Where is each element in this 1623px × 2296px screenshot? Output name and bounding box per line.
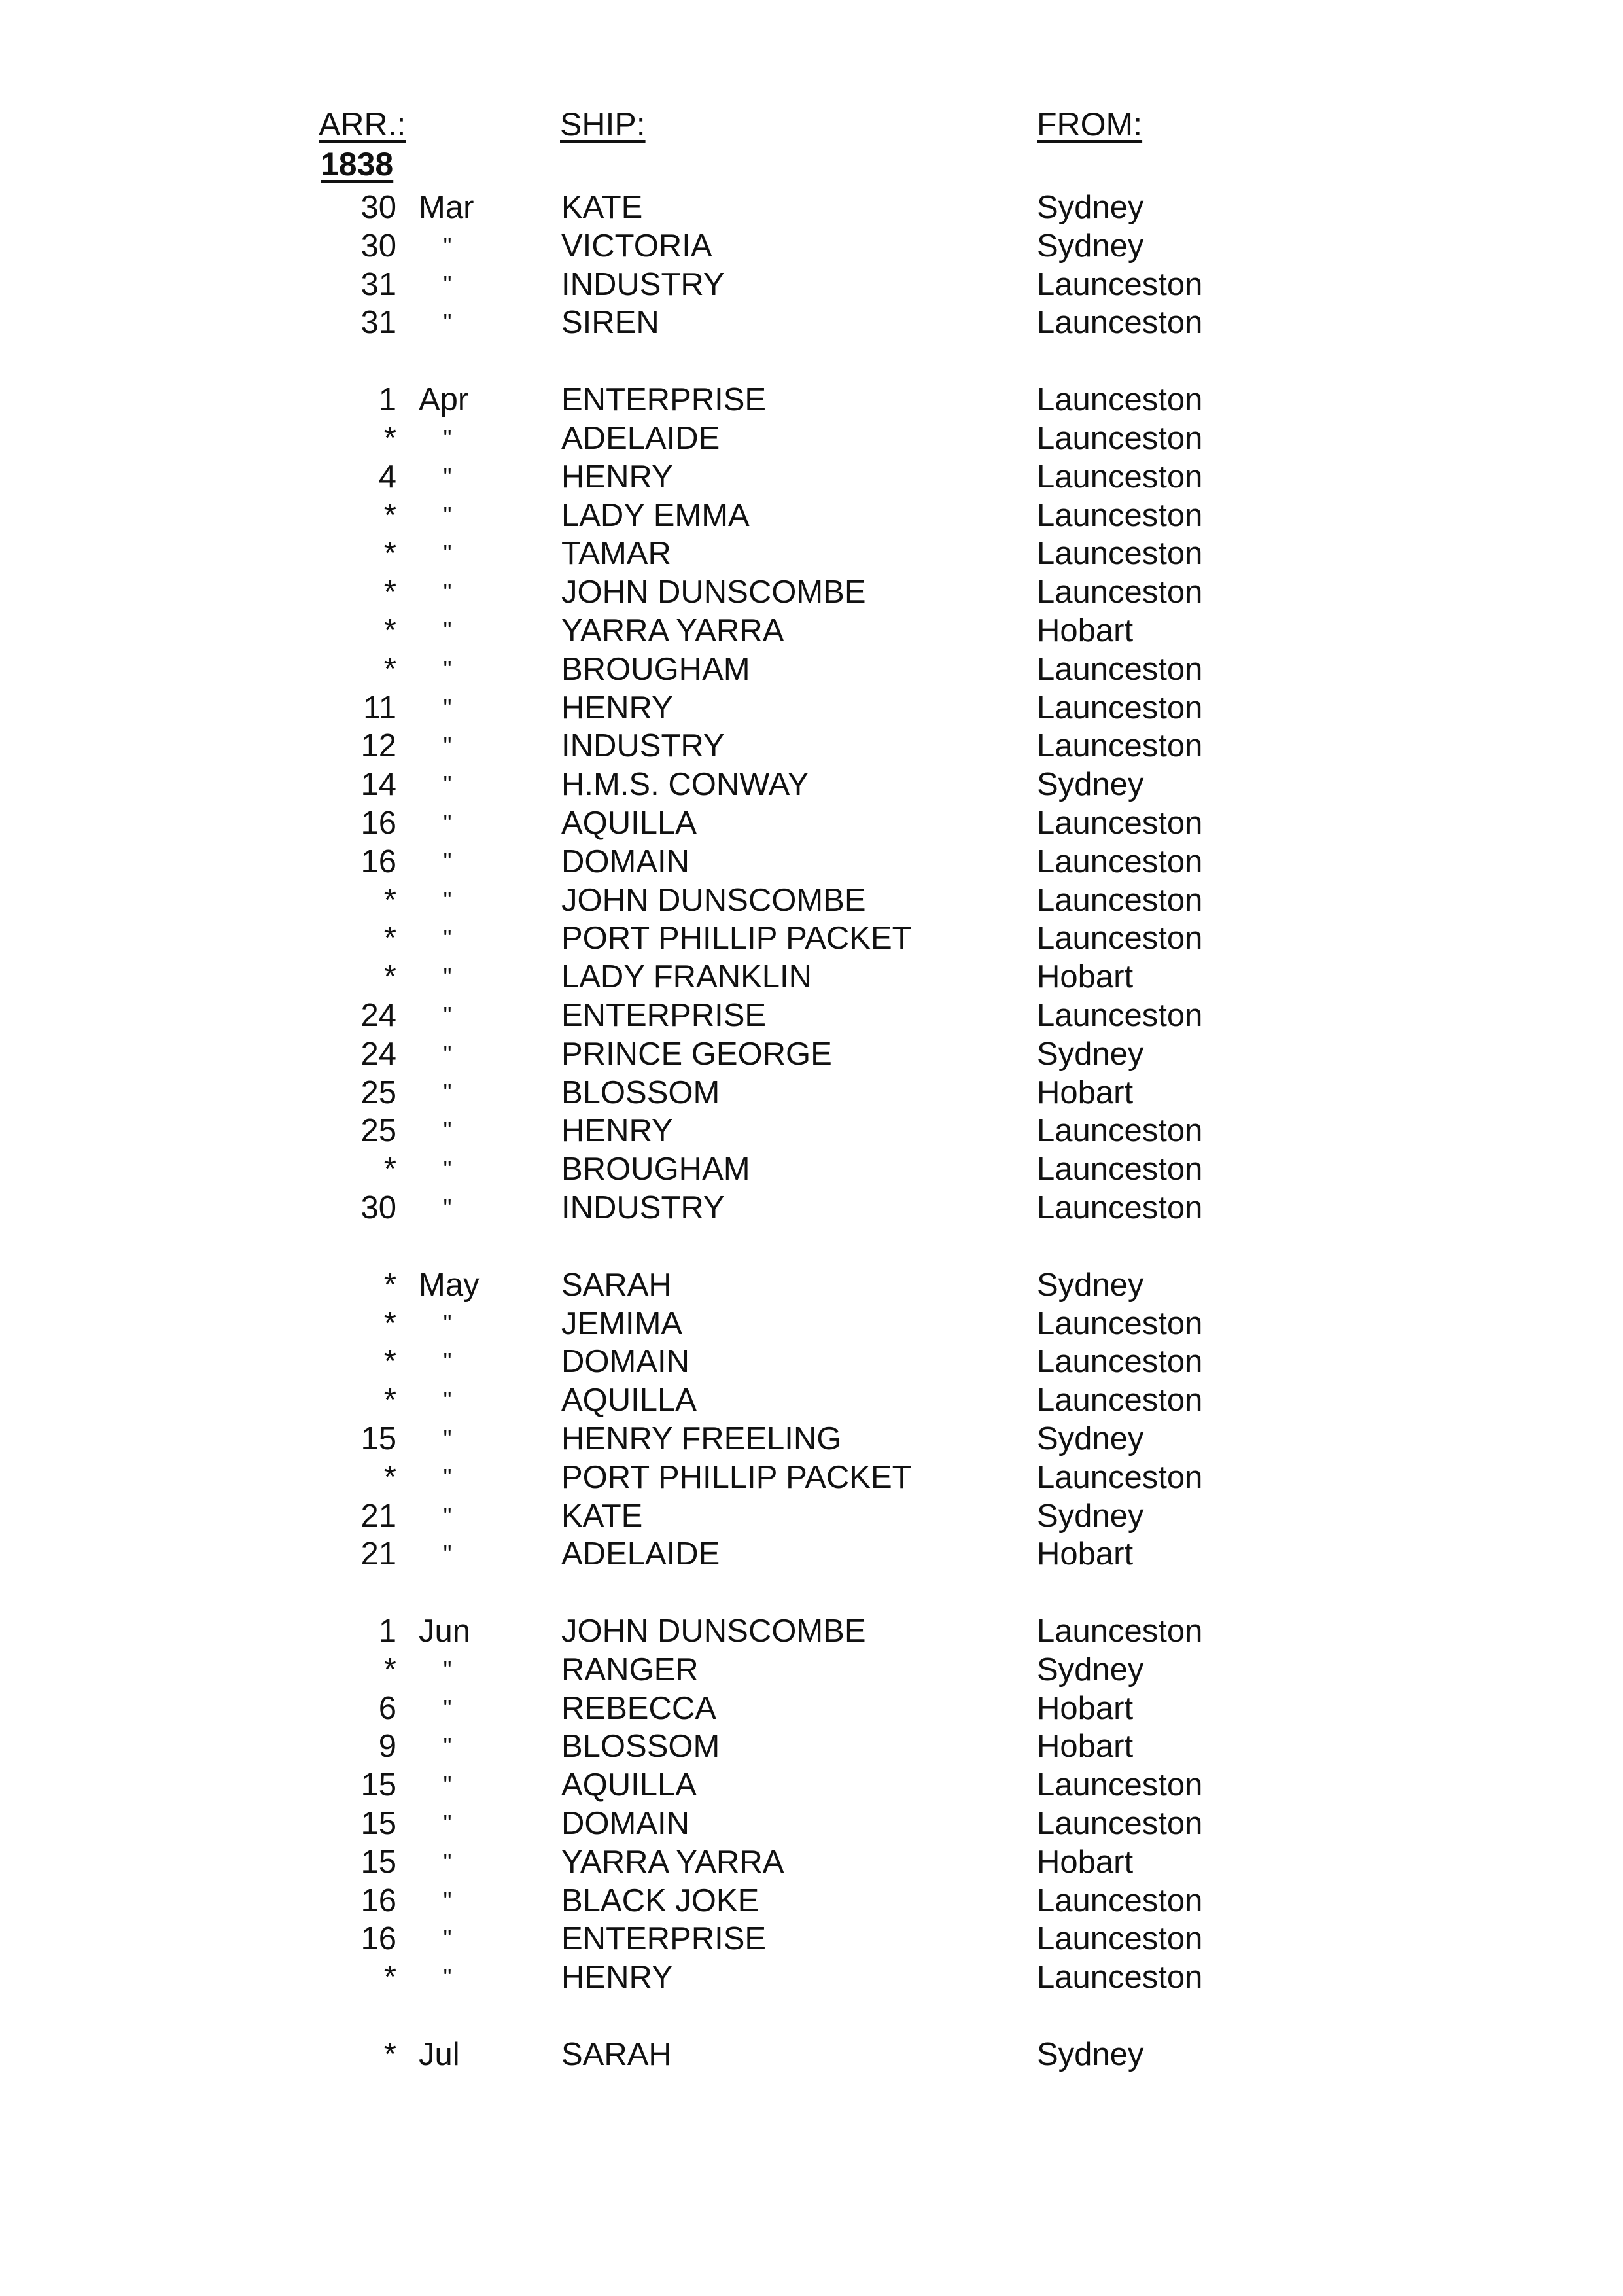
arrival-month: " <box>443 1925 452 1952</box>
ship-name: ENTERPRISE <box>561 382 767 418</box>
ship-name: HENRY <box>561 1960 673 1996</box>
origin-port: Launceston <box>1037 420 1203 456</box>
ship-name: DOMAIN <box>561 1806 689 1842</box>
arrival-month: " <box>443 1771 452 1799</box>
arrival-month: " <box>443 886 452 913</box>
arrival-month: " <box>443 1694 452 1722</box>
ship-name: HENRY FREELING <box>561 1421 842 1457</box>
origin-port: Sydney <box>1037 1421 1144 1457</box>
arrival-month: Jul <box>419 2037 460 2073</box>
ship-name: KATE <box>561 1498 643 1534</box>
origin-port: Launceston <box>1037 1960 1203 1996</box>
arrival-month: " <box>443 232 452 259</box>
ship-name: VICTORIA <box>561 228 712 264</box>
ship-name: JOHN DUNSCOMBE <box>561 882 866 918</box>
origin-port: Launceston <box>1037 1113 1203 1149</box>
origin-port: Sydney <box>1037 1498 1144 1534</box>
arrival-day: * <box>383 921 396 957</box>
arrival-month: " <box>443 1655 452 1683</box>
arrival-day: * <box>383 497 396 533</box>
arrival-day: * <box>383 959 396 995</box>
arrival-row <box>0 419 1623 458</box>
ship-name: PORT PHILLIP PACKET <box>561 1459 912 1495</box>
arrival-month: " <box>443 1156 452 1183</box>
arrival-day: 14 <box>360 767 396 803</box>
origin-port: Launceston <box>1037 728 1203 764</box>
origin-port: Sydney <box>1037 190 1144 225</box>
year-heading: 1838 <box>321 146 394 183</box>
arrival-day: * <box>383 1383 396 1419</box>
arrival-month: " <box>443 270 452 298</box>
arrival-month: " <box>443 655 452 682</box>
arrival-row <box>0 1689 1623 1728</box>
arrival-row <box>0 1150 1623 1189</box>
ship-name: INDUSTRY <box>561 1190 725 1226</box>
arrival-month: May <box>419 1267 480 1303</box>
arrival-month: " <box>443 1193 452 1221</box>
ship-name: REBECCA <box>561 1690 716 1726</box>
origin-port: Launceston <box>1037 1921 1203 1957</box>
origin-port: Launceston <box>1037 1344 1203 1380</box>
arrival-row <box>0 689 1623 728</box>
arrival-month: " <box>443 1964 452 1991</box>
origin-port: Hobart <box>1037 1536 1134 1572</box>
arrival-day: 30 <box>360 228 396 264</box>
ship-name: BLOSSOM <box>561 1074 720 1110</box>
ship-name: H.M.S. CONWAY <box>561 767 809 803</box>
origin-port: Launceston <box>1037 1305 1203 1341</box>
arrival-month: " <box>443 925 452 952</box>
arrival-day: 6 <box>378 1690 396 1726</box>
arrival-day: * <box>383 1960 396 1996</box>
ship-name: JOHN DUNSCOMBE <box>561 574 866 610</box>
arrival-month: " <box>443 1117 452 1144</box>
ship-name: PORT PHILLIP PACKET <box>561 921 912 957</box>
origin-port: Launceston <box>1037 574 1203 610</box>
ship-name: INDUSTRY <box>561 728 725 764</box>
arrival-row <box>0 2036 1623 2074</box>
arrival-month: " <box>443 1733 452 1760</box>
arrival-day: 21 <box>360 1498 396 1534</box>
arrival-row <box>0 843 1623 881</box>
arrival-month: " <box>443 1001 452 1029</box>
arrival-row <box>0 1305 1623 1343</box>
arrival-day: 9 <box>378 1729 396 1765</box>
arrival-day: 25 <box>360 1074 396 1110</box>
arrival-month: " <box>443 1848 452 1875</box>
arrival-row <box>0 1420 1623 1458</box>
arrival-day: * <box>383 612 396 648</box>
origin-port: Launceston <box>1037 1806 1203 1842</box>
arrival-day: * <box>383 2037 396 2073</box>
arrival-row <box>0 919 1623 958</box>
arrival-row <box>0 458 1623 497</box>
origin-port: Launceston <box>1037 382 1203 418</box>
origin-port: Hobart <box>1037 959 1134 995</box>
arrival-day: 1 <box>378 1614 396 1650</box>
ship-name: SARAH <box>561 2037 672 2073</box>
arrival-day: * <box>383 882 396 918</box>
arrival-day: 30 <box>360 1190 396 1226</box>
arrival-day: 16 <box>360 1882 396 1918</box>
arrival-day: 15 <box>360 1806 396 1842</box>
ship-name: BROUGHAM <box>561 1152 750 1188</box>
arrival-row <box>0 535 1623 573</box>
arrival-month: " <box>443 1040 452 1067</box>
ship-name: SARAH <box>561 1267 672 1303</box>
ship-name: LADY EMMA <box>561 497 750 533</box>
arrival-row <box>0 304 1623 342</box>
arrival-day: * <box>383 574 396 610</box>
origin-port: Launceston <box>1037 459 1203 495</box>
origin-port: Launceston <box>1037 1459 1203 1495</box>
arrival-day: 25 <box>360 1113 396 1149</box>
origin-port: Launceston <box>1037 651 1203 687</box>
arrival-row <box>0 1727 1623 1766</box>
origin-port: Sydney <box>1037 1267 1144 1303</box>
arrival-row <box>0 381 1623 419</box>
arrival-row <box>0 188 1623 227</box>
arrival-month: " <box>443 309 452 336</box>
arrival-month: " <box>443 1348 452 1375</box>
arrival-row <box>0 1266 1623 1305</box>
arrival-row <box>0 573 1623 612</box>
arrival-day: * <box>383 1651 396 1687</box>
arrival-day: 24 <box>360 1036 396 1072</box>
arrival-day: 4 <box>378 459 396 495</box>
ship-name: AQUILLA <box>561 1383 697 1419</box>
origin-port: Launceston <box>1037 1190 1203 1226</box>
arrival-day: * <box>383 1267 396 1303</box>
origin-port: Launceston <box>1037 882 1203 918</box>
origin-port: Sydney <box>1037 2037 1144 2073</box>
origin-port: Hobart <box>1037 1729 1134 1765</box>
arrival-month: " <box>443 1078 452 1106</box>
arrival-day: 24 <box>360 997 396 1033</box>
arrival-row <box>0 1920 1623 1958</box>
arrival-row <box>0 727 1623 766</box>
origin-port: Launceston <box>1037 1383 1203 1419</box>
arrival-month: " <box>443 1810 452 1837</box>
origin-port: Launceston <box>1037 305 1203 341</box>
ship-name: HENRY <box>561 459 673 495</box>
origin-port: Launceston <box>1037 1882 1203 1918</box>
arrival-month: " <box>443 501 452 529</box>
ship-name: SIREN <box>561 305 659 341</box>
origin-port: Sydney <box>1037 1651 1144 1687</box>
arrival-row <box>0 1805 1623 1843</box>
arrival-row <box>0 1766 1623 1805</box>
arrival-day: * <box>383 536 396 572</box>
arrival-row <box>0 1958 1623 1997</box>
arrival-month: Apr <box>419 382 469 418</box>
arrival-month: " <box>443 1424 452 1452</box>
arrival-day: 16 <box>360 1921 396 1957</box>
ship-name: JOHN DUNSCOMBE <box>561 1614 866 1650</box>
arrival-month: " <box>443 1502 452 1529</box>
arrival-month: " <box>443 809 452 836</box>
ship-name: TAMAR <box>561 536 671 572</box>
arrival-month: " <box>443 463 452 490</box>
ship-name: ADELAIDE <box>561 420 720 456</box>
ship-name: BLACK JOKE <box>561 1882 759 1918</box>
arrival-month: " <box>443 732 452 760</box>
ship-name: BLOSSOM <box>561 1729 720 1765</box>
arrival-month: " <box>443 1309 452 1337</box>
arrival-day: 12 <box>360 728 396 764</box>
arrival-row <box>0 1497 1623 1536</box>
origin-port: Launceston <box>1037 266 1203 302</box>
arrival-day: * <box>383 1305 396 1341</box>
ship-name: AQUILLA <box>561 805 697 841</box>
ship-name: ENTERPRISE <box>561 1921 767 1957</box>
arrival-row <box>0 650 1623 689</box>
ship-name: PRINCE GEORGE <box>561 1036 832 1072</box>
arrival-month: " <box>443 540 452 567</box>
arrival-month: Mar <box>419 190 474 225</box>
origin-port: Launceston <box>1037 1767 1203 1803</box>
arrival-row <box>0 1381 1623 1420</box>
arrival-row <box>0 1112 1623 1150</box>
arrival-day: 15 <box>360 1844 396 1880</box>
ship-name: YARRA YARRA <box>561 612 784 648</box>
arrival-day: 16 <box>360 805 396 841</box>
arrival-row <box>0 766 1623 804</box>
arrival-row <box>0 1535 1623 1574</box>
arrival-day: * <box>383 1152 396 1188</box>
origin-port: Launceston <box>1037 1152 1203 1188</box>
origin-port: Launceston <box>1037 536 1203 572</box>
arrival-month: " <box>443 1540 452 1568</box>
arrival-row <box>0 1189 1623 1227</box>
ship-name: AQUILLA <box>561 1767 697 1803</box>
arrival-day: 16 <box>360 843 396 879</box>
arrival-day: 15 <box>360 1421 396 1457</box>
arrival-row <box>0 804 1623 843</box>
arrival-month: " <box>443 1386 452 1414</box>
origin-port: Hobart <box>1037 1844 1134 1880</box>
ship-name: RANGER <box>561 1651 699 1687</box>
arrival-row <box>0 497 1623 535</box>
arrival-row <box>0 1035 1623 1074</box>
arrival-row <box>0 1882 1623 1920</box>
arrival-row <box>0 1343 1623 1381</box>
ship-name: KATE <box>561 190 643 225</box>
arrival-month: " <box>443 1463 452 1491</box>
arrival-month: " <box>443 963 452 991</box>
ship-name: HENRY <box>561 1113 673 1149</box>
arrival-row <box>0 997 1623 1035</box>
arrival-day: * <box>383 1344 396 1380</box>
arrival-month: " <box>443 578 452 606</box>
ship-name: DOMAIN <box>561 1344 689 1380</box>
ship-name: BROUGHAM <box>561 651 750 687</box>
origin-port: Hobart <box>1037 1690 1134 1726</box>
origin-port: Sydney <box>1037 228 1144 264</box>
column-header-from: FROM: <box>1037 106 1143 143</box>
origin-port: Launceston <box>1037 805 1203 841</box>
arrival-day: 21 <box>360 1536 396 1572</box>
column-header-ship: SHIP: <box>560 106 646 143</box>
ship-name: DOMAIN <box>561 843 689 879</box>
origin-port: Hobart <box>1037 612 1134 648</box>
arrival-row <box>0 1843 1623 1882</box>
arrival-month: Jun <box>419 1614 471 1650</box>
arrival-month: " <box>443 771 452 798</box>
origin-port: Launceston <box>1037 1614 1203 1650</box>
ship-name: INDUSTRY <box>561 266 725 302</box>
arrival-month: " <box>443 616 452 644</box>
arrival-month: " <box>443 424 452 451</box>
arrival-day: 31 <box>360 305 396 341</box>
origin-port: Launceston <box>1037 921 1203 957</box>
arrival-day: 15 <box>360 1767 396 1803</box>
origin-port: Hobart <box>1037 1074 1134 1110</box>
arrival-day: 31 <box>360 266 396 302</box>
origin-port: Launceston <box>1037 843 1203 879</box>
arrival-month: " <box>443 847 452 875</box>
column-header-arrival: ARR.: <box>319 106 406 143</box>
origin-port: Launceston <box>1037 997 1203 1033</box>
ship-name: HENRY <box>561 690 673 726</box>
ship-name: LADY FRANKLIN <box>561 959 812 995</box>
arrival-day: * <box>383 651 396 687</box>
arrival-row <box>0 958 1623 997</box>
arrival-row <box>0 881 1623 920</box>
ship-name: YARRA YARRA <box>561 1844 784 1880</box>
origin-port: Sydney <box>1037 1036 1144 1072</box>
arrival-day: 1 <box>378 382 396 418</box>
arrival-row <box>0 1458 1623 1497</box>
origin-port: Launceston <box>1037 690 1203 726</box>
arrival-row <box>0 612 1623 650</box>
arrival-day: 30 <box>360 190 396 225</box>
arrival-row <box>0 227 1623 266</box>
arrival-day: 11 <box>363 690 396 726</box>
arrival-month: " <box>443 694 452 721</box>
ship-name: ENTERPRISE <box>561 997 767 1033</box>
arrival-row <box>0 1074 1623 1112</box>
arrival-row <box>0 1651 1623 1689</box>
origin-port: Launceston <box>1037 497 1203 533</box>
origin-port: Sydney <box>1037 767 1144 803</box>
arrival-row <box>0 266 1623 304</box>
arrival-month: " <box>443 1886 452 1914</box>
arrival-row <box>0 1612 1623 1651</box>
ship-name: ADELAIDE <box>561 1536 720 1572</box>
ship-name: JEMIMA <box>561 1305 683 1341</box>
arrivals-list <box>0 188 1623 2074</box>
arrival-day: * <box>383 420 396 456</box>
arrival-day: * <box>383 1459 396 1495</box>
